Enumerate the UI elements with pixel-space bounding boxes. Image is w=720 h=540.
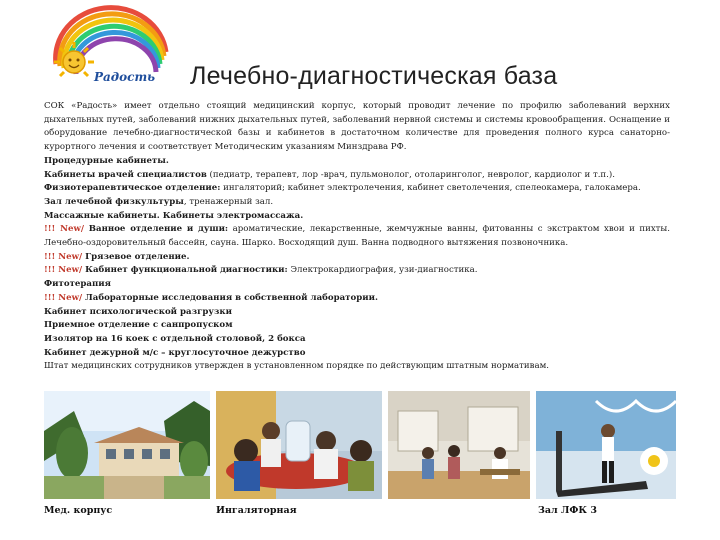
caption-photo-1: Мед. корпус [44,505,113,516]
line-psych: Кабинет психологической разгрузки [44,306,232,317]
line-massage: Массажные кабинеты. Кабинеты электромассажа. [44,210,304,221]
content-body [44,100,670,374]
line-lfk: Зал лечебной физкультуры, тренажерный зал. [44,196,274,207]
line-baths: !!! New/ Ванное отделение и души: ароматические, лекарственные, жемчужные ванны, фитованны с экстрактом хвои и пихты. Лечебно-оздоровительный бассейн, сауна. Шарко. Восходящий душ. Ванна подводного вытяжения позвоночника. [44,224,670,249]
rainbow-sun-logo-icon [38,4,188,84]
caption-photo-2: Ингаляторная [216,505,297,516]
logo-text: Радость [94,70,156,84]
line-mud: !!! New/ Грязевое отделение. [44,251,190,262]
line-isolator: Изолятор на 16 коек с отдельной столовой, 2 бокса [44,333,306,344]
line-lab: !!! New/ Лабораторные исследования в собственной лаборатории. [44,292,378,303]
line-reception: Приемное отделение с санпропуском [44,320,233,331]
photo-lfk-gym [536,391,676,499]
photo-medical-building [44,391,210,499]
intro-paragraph: СОК «Радость» имеет отдельно стоящий медицинский корпус, который проводит лечение по профилю заболеваний верхних дыхательных путей, заболеваний нижних дыхательных путей, заболеваний нервной системы и системы кровообращения. Оснащение и оборудование лечебно-диагностической базы и кабинетов в достаточном количестве для проведения полного курса санаторно-курортного лечения и соответствует Методическим указаниям Минздрава РФ. [44,101,670,153]
page-title: Лечебно-диагностическая база [190,62,558,90]
logo [38,4,188,84]
line-doctors: Кабинеты врачей специалистов (педиатр, терапевт, лор -врач, пульмонолог, отоларинголог, невролог, кардиолог и т.п.). [44,169,615,180]
line-func-diag: !!! New/ Кабинет функциональной диагностики: Электрокардиография, узи-диагностика. [44,265,478,276]
line-staff: Штат медицинских сотрудников утвержден в установленном порядке по действующим штатным нормативам. [44,361,550,372]
photo-clinic-room [388,391,530,499]
line-phyto: Фитотерапия [44,279,111,290]
photo-inhalation-room [216,391,382,499]
line-physio: Физиотерапевтическое отделение: ингаляторий; кабинет электролечения, кабинет светолечения, спелеокамера, галокамера. [44,183,641,194]
line-procedures: Процедурные кабинеты. [44,155,169,166]
line-nurse: Кабинет дежурной м/с – круглосуточное дежурство [44,347,306,358]
caption-photo-4: Зал ЛФК 3 [538,505,597,516]
